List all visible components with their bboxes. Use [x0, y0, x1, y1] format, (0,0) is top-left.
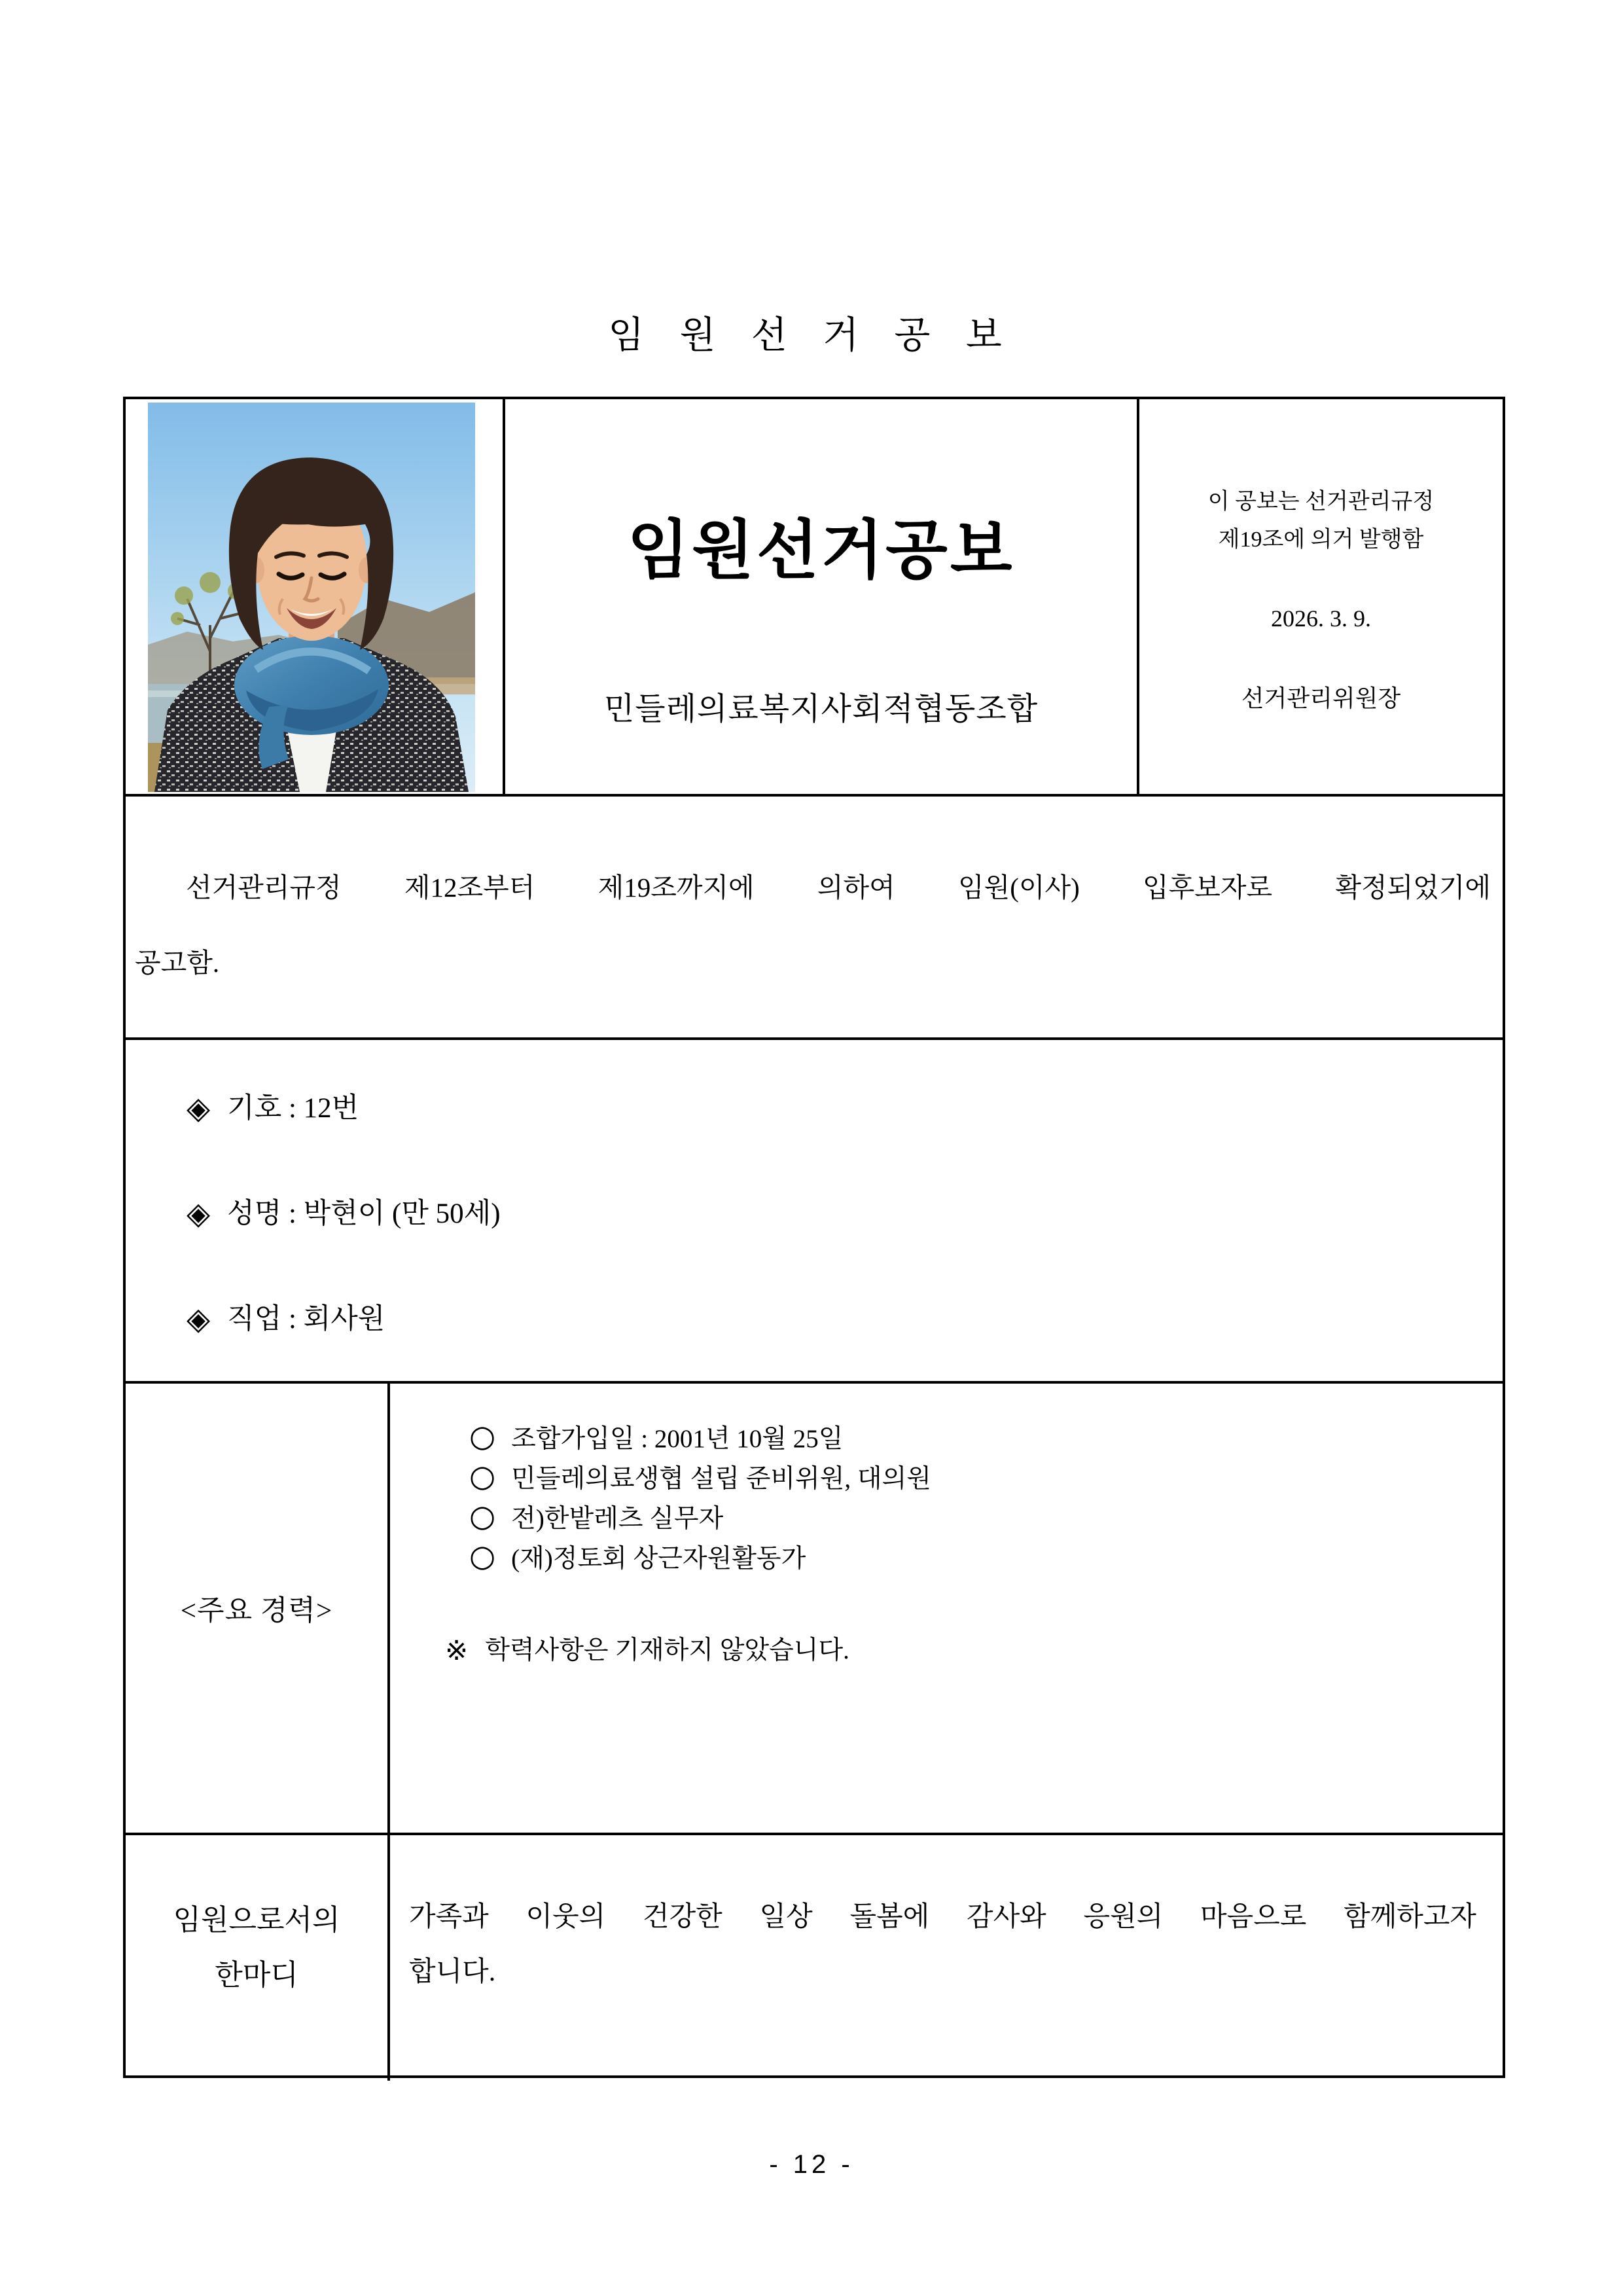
candidate-field-list	[187, 1090, 1489, 1338]
message-section-label	[126, 1893, 387, 2003]
title-cell	[505, 399, 1139, 797]
career-content-cell	[390, 1384, 1503, 1835]
message-content-cell	[390, 1835, 1503, 2081]
photo-cell	[126, 399, 505, 797]
organization-name: 민들레의료복지사회적협동조합	[603, 692, 1039, 726]
circle-bullet-icon: ○	[469, 1458, 496, 1494]
issuer-title: 선거관리위원장	[1241, 685, 1401, 711]
circle-bullet-icon: ○	[469, 1498, 496, 1534]
issue-basis	[1139, 483, 1503, 559]
notice-cell	[126, 797, 1503, 1040]
page-title: 임 원 선 거 공 보	[608, 315, 1015, 356]
career-section-label: <주요 경력>	[180, 1595, 333, 1626]
career-item-row	[469, 1536, 1489, 1576]
career-item-row	[469, 1416, 1489, 1456]
message-line-1: 가족과 이웃의 건강한 일상 돌봄에 감사와 응원의 마음으로 함께하고자	[409, 1902, 1476, 1932]
issuance-cell	[1139, 399, 1503, 797]
message-label-cell	[126, 1835, 390, 2081]
candidate-field-text: 직업 : 회사원	[227, 1304, 385, 1335]
message-line-2: 합니다.	[409, 1957, 496, 1987]
bulletin-table	[123, 397, 1505, 2078]
candidate-photo	[148, 403, 475, 792]
candidate-field-text: 성명 : 박현이 (만 50세)	[227, 1198, 501, 1229]
diamond-bullet-icon: ◈	[187, 1196, 211, 1232]
message-paragraph	[409, 1890, 1476, 2000]
circle-bullet-icon: ○	[469, 1418, 496, 1454]
diamond-bullet-icon: ◈	[187, 1090, 211, 1126]
career-label-cell	[126, 1384, 390, 1835]
career-item-list	[469, 1416, 1489, 1576]
candidate-fields-cell	[126, 1040, 1503, 1384]
notice-line-2: 공고함.	[135, 948, 220, 978]
circle-bullet-icon: ○	[469, 1538, 496, 1573]
career-item-text: 민들레의료생협 설립 준비위원, 대의원	[511, 1464, 931, 1493]
message-label-line1: 임원으로서의	[173, 1904, 340, 1936]
career-item-text: 조합가입일 : 2001년 10월 25일	[511, 1424, 844, 1453]
issue-date: 2026. 3. 9.	[1271, 605, 1371, 632]
education-note	[445, 1631, 1489, 1670]
candidate-field-row	[187, 1300, 1489, 1338]
career-item-row	[469, 1456, 1489, 1496]
candidate-photo-illustration	[148, 403, 475, 792]
issue-basis-line2: 제19조에 의거 발행함	[1218, 528, 1424, 552]
page-number: - 12 -	[769, 2150, 854, 2179]
career-item-text: (재)정토회 상근자원활동가	[511, 1544, 806, 1573]
candidate-field-row	[187, 1195, 1489, 1233]
reference-mark-icon: ※	[445, 1634, 469, 1666]
notice-line-1: 선거관리규정 제12조부터 제19조까지에 의하여 임원(이사) 입후보자로 확정되었기에	[186, 872, 1491, 903]
education-note-text: 학력사항은 기재하지 않았습니다.	[485, 1636, 849, 1664]
candidate-field-row	[187, 1090, 1489, 1128]
career-item-row	[469, 1496, 1489, 1536]
candidate-field-text: 기호 : 12번	[227, 1093, 359, 1124]
issue-basis-line1: 이 공보는 선거관리규정	[1207, 490, 1435, 514]
diamond-bullet-icon: ◈	[187, 1301, 211, 1337]
bulletin-title: 임원선거공보	[627, 516, 1015, 586]
career-item-text: 전)한밭레츠 실무자	[511, 1504, 724, 1533]
message-label-line2: 한마디	[215, 1959, 298, 1991]
notice-paragraph	[135, 850, 1491, 1001]
